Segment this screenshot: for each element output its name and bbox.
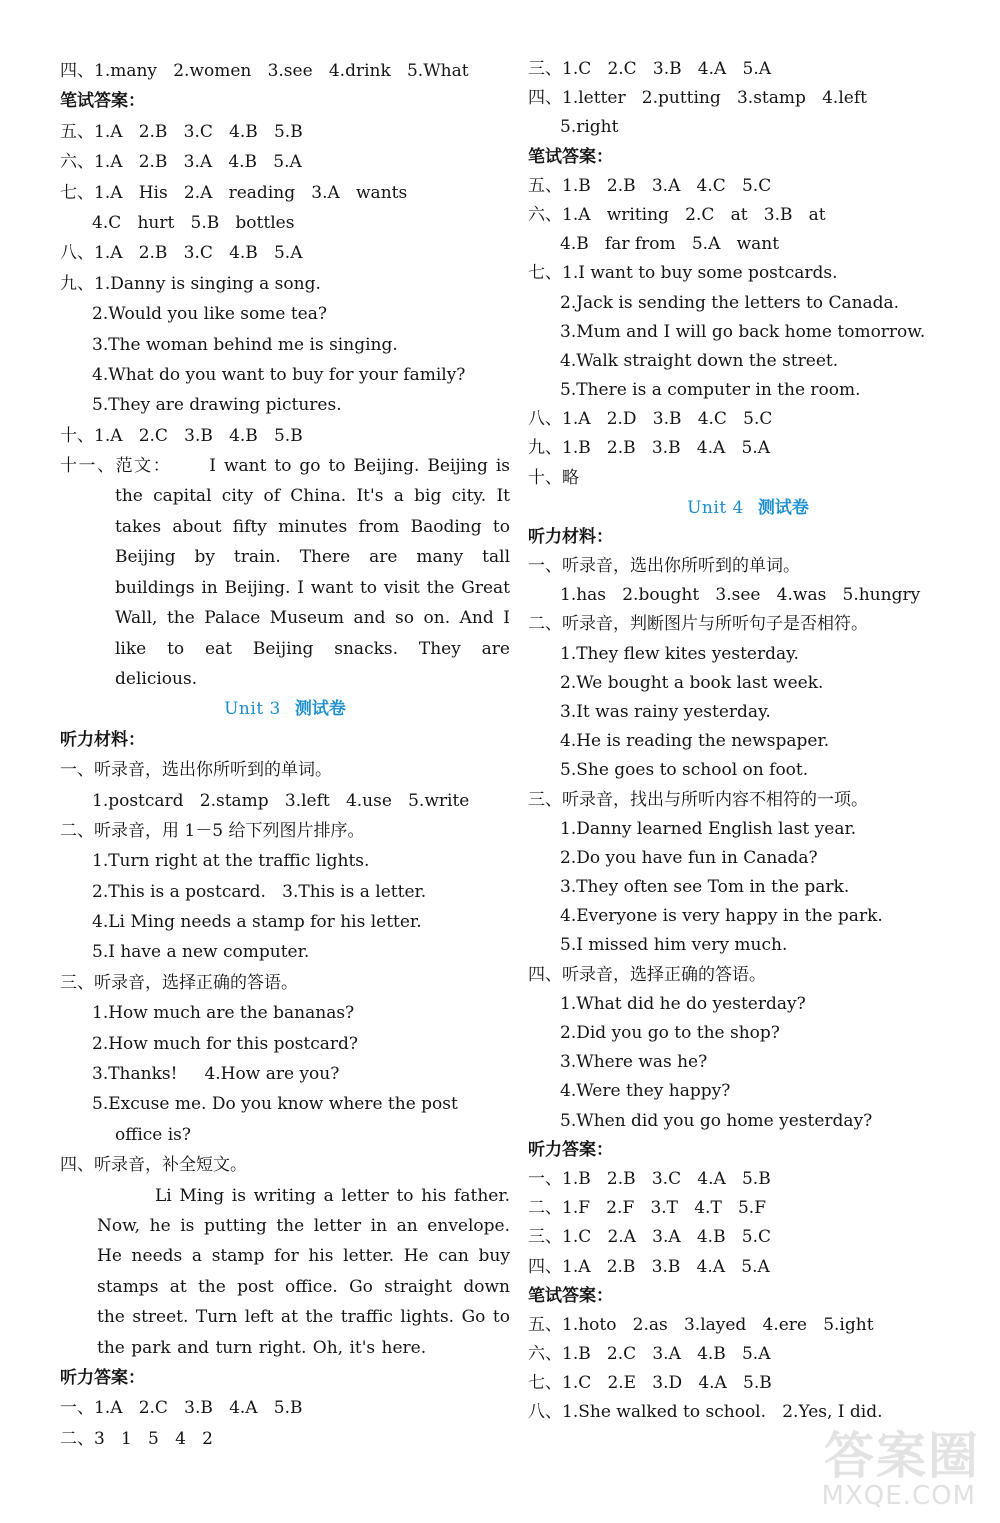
- section-heading: 听力材料：: [60, 729, 145, 750]
- section-heading: 听力答案：: [60, 1368, 145, 1389]
- unit-4-title: [528, 493, 968, 523]
- answer-line: 3.Where was he?: [560, 1052, 708, 1073]
- unit-3-label: Unit 3: [224, 699, 281, 720]
- answer-line: 2.How much for this postcard?: [92, 1033, 359, 1054]
- watermark-url: MXQE.COM: [821, 1481, 976, 1511]
- listening-passage: [60, 1181, 510, 1363]
- answer-line: 1.postcard 2.stamp 3.left 4.use 5.write: [92, 790, 470, 811]
- answer-line: 二、1.F 2.F 3.T 4.T 5.F: [528, 1198, 767, 1219]
- answer-line: 1.What did he do yesterday?: [560, 993, 806, 1014]
- unit-3-tag: 测试卷: [294, 699, 346, 720]
- answer-line: 5.She goes to school on foot.: [560, 760, 809, 781]
- answer-line: 5.right: [560, 117, 619, 138]
- section-heading: 笔试答案：: [60, 91, 145, 112]
- answer-line: 八、1.A 2.D 3.B 4.C 5.C: [528, 409, 773, 430]
- question-heading: 一、听录音，选出你所听到的单词。: [60, 760, 332, 781]
- answer-line: 4.C hurt 5.B bottles: [92, 212, 295, 233]
- essay-label: 十一、范文：: [60, 456, 172, 477]
- question-heading: 三、听录音，找出与所听内容不相符的一项。: [528, 789, 868, 810]
- answer-line: 十、1.A 2.C 3.B 4.B 5.B: [60, 425, 303, 446]
- answer-line: 二、3 1 5 4 2: [60, 1428, 213, 1449]
- answer-line: 三、1.C 2.C 3.B 4.A 5.A: [528, 59, 772, 79]
- answer-line: 5.Excuse me. Do you know where the post: [92, 1094, 458, 1115]
- answer-line: 七、1.A His 2.A reading 3.A wants: [60, 182, 408, 203]
- answer-line: 九、1.B 2.B 3.B 4.A 5.A: [528, 438, 770, 459]
- answer-line: 4.What do you want to buy for your family?: [92, 364, 466, 385]
- question-heading: 四、听录音，选择正确的答语。: [528, 964, 766, 985]
- answer-line: 八、1.A 2.B 3.C 4.B 5.A: [60, 243, 303, 264]
- answer-line: 5.I missed him very much.: [560, 935, 788, 956]
- section-heading: 听力答案：: [528, 1139, 613, 1160]
- watermark-logo: 答案圈: [824, 1427, 980, 1485]
- unit-4-label: Unit 4: [687, 497, 744, 518]
- answer-line: 四、1.A 2.B 3.B 4.A 5.A: [528, 1256, 770, 1277]
- answer-line: 七、1.I want to buy some postcards.: [528, 263, 838, 284]
- left-column: [60, 56, 510, 1454]
- answer-line: 3.They often see Tom in the park.: [560, 877, 850, 898]
- answer-line: 5.When did you go home yesterday?: [560, 1110, 873, 1131]
- answer-line: 4.Li Ming needs a stamp for his letter.: [92, 912, 422, 933]
- answer-line: 五、1.B 2.B 3.A 4.C 5.C: [528, 175, 772, 196]
- answer-line: 1.has 2.bought 3.see 4.was 5.hungry: [560, 585, 921, 606]
- unit-4-tag: 测试卷: [757, 497, 809, 518]
- answer-line: 3.The woman behind me is singing.: [92, 334, 398, 355]
- answer-line: 四、1.letter 2.putting 3.stamp 4.left: [528, 88, 867, 109]
- model-essay: [60, 451, 510, 694]
- answer-line: 5.They are drawing pictures.: [92, 395, 342, 416]
- answer-line: 九、1.Danny is singing a song.: [60, 273, 321, 294]
- answer-line: 一、1.A 2.C 3.B 4.A 5.B: [60, 1398, 303, 1419]
- answer-line: 4.B far from 5.A want: [560, 234, 780, 255]
- question-heading: 三、听录音，选择正确的答语。: [60, 972, 298, 993]
- answer-line: 2.Did you go to the shop?: [560, 1023, 780, 1043]
- passage-text: Li Ming is writing a letter to his father. Now, he is putting the letter in an envelope. He needs a stamp for his letter. He can buy stamps at the post office. Go straight down the street. Turn left at the traffic lights. Go to the park and turn right. Oh, it's here.: [97, 1185, 510, 1358]
- question-heading: 一、听录音，选出你所听到的单词。: [528, 556, 800, 576]
- right-column: [528, 55, 968, 1428]
- answer-line: 六、1.B 2.C 3.A 4.B 5.A: [528, 1344, 771, 1365]
- answer-line: 3.It was rainy yesterday.: [560, 701, 771, 722]
- answer-line: 2.This is a postcard. 3.This is a letter.: [92, 881, 427, 902]
- answer-line: 2.Jack is sending the letters to Canada.: [560, 292, 900, 313]
- answer-line: 4.Were they happy?: [560, 1081, 731, 1102]
- answer-line: 三、1.C 2.A 3.A 4.B 5.C: [528, 1227, 772, 1248]
- answer-line: 七、1.C 2.E 3.D 4.A 5.B: [528, 1373, 772, 1394]
- answer-line: 十、略: [528, 467, 579, 488]
- section-heading: 笔试答案：: [528, 146, 613, 167]
- answer-line: 3.Mum and I will go back home tomorrow.: [560, 321, 926, 342]
- answer-line: 1.How much are the bananas?: [92, 1003, 355, 1024]
- answer-line: 4.He is reading the newspaper.: [560, 731, 830, 752]
- answer-line: 3.Thanks! 4.How are you?: [92, 1064, 340, 1085]
- answer-line: 2.Do you have fun in Canada?: [560, 847, 818, 868]
- section-heading: 听力材料：: [528, 526, 613, 547]
- answer-line: 六、1.A writing 2.C at 3.B at: [528, 204, 826, 225]
- question-heading: 二、听录音，判断图片与所听句子是否相符。: [528, 614, 868, 635]
- answer-line: 五、1.hoto 2.as 3.layed 4.ere 5.ight: [528, 1314, 874, 1335]
- answer-line: office is?: [115, 1124, 192, 1145]
- question-heading: 四、听录音，补全短文。: [60, 1155, 247, 1176]
- answer-line: 六、1.A 2.B 3.A 4.B 5.A: [60, 152, 302, 173]
- answer-line: 2.Would you like some tea?: [92, 304, 327, 325]
- answer-line: 4.Everyone is very happy in the park.: [560, 906, 883, 927]
- answer-line: 5.There is a computer in the room.: [560, 380, 861, 401]
- answer-line: 一、1.B 2.B 3.C 4.A 5.B: [528, 1168, 771, 1189]
- unit-3-title: [60, 694, 510, 724]
- answer-line: 五、1.A 2.B 3.C 4.B 5.B: [60, 121, 303, 142]
- essay-text: I want to go to Beijing. Beijing is the capital city of China. It's a big city. It takes about fifty minutes from Baoding to Beijing by train. There are many tall buildings in Beijing. I want to visit the Great Wall, the Palace Museum and so on. And I like to eat Beijing snacks. They are delicious.: [115, 456, 510, 689]
- answer-line: 四、1.many 2.women 3.see 4.drink 5.What: [60, 61, 469, 81]
- question-heading: 二、听录音，用 1－5 给下列图片排序。: [60, 820, 365, 841]
- answer-line: 1.They flew kites yesterday.: [560, 643, 799, 664]
- answer-line: 八、1.She walked to school. 2.Yes, I did.: [528, 1402, 883, 1423]
- section-heading: 笔试答案：: [528, 1285, 613, 1306]
- answer-line: 1.Turn right at the traffic lights.: [92, 851, 370, 872]
- answer-line: 1.Danny learned English last year.: [560, 818, 857, 839]
- watermark: [770, 1416, 980, 1511]
- answer-line: 5.I have a new computer.: [92, 942, 310, 963]
- answer-line: 2.We bought a book last week.: [560, 672, 824, 693]
- answer-line: 4.Walk straight down the street.: [560, 350, 839, 371]
